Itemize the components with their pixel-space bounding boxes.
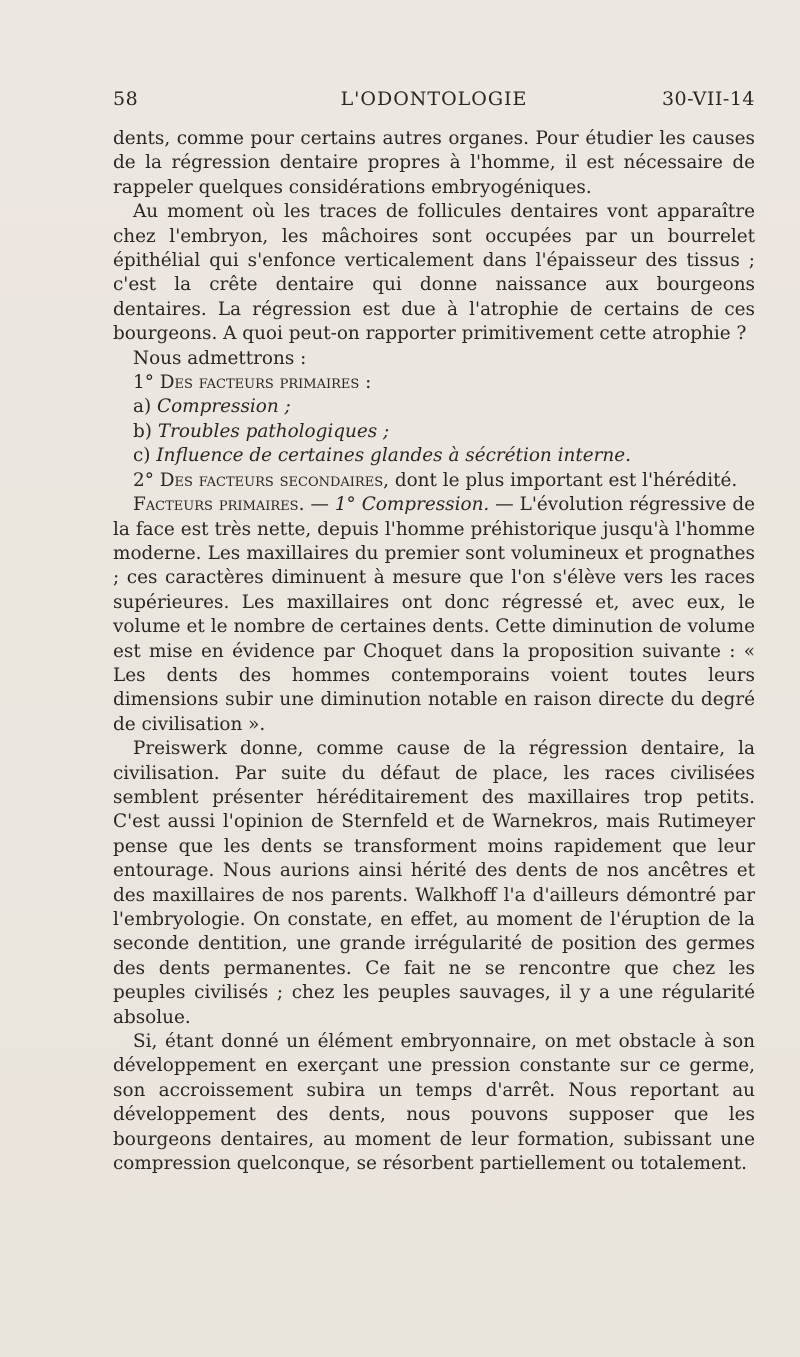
section-separator: — xyxy=(310,494,329,516)
list-text-c: Influence de certaines glandes à sécrétion interne. xyxy=(156,445,631,467)
section-subtitle: 1° Compression. xyxy=(334,494,490,516)
list-item-c xyxy=(113,444,755,468)
paragraph-admettrons: Nous admettrons : xyxy=(133,347,307,369)
list-label-a: a) xyxy=(133,396,152,418)
page-body xyxy=(113,127,755,1176)
journal-title: L'ODONTOLOGIE xyxy=(340,88,528,110)
paragraph-crete-dentaire: Au moment où les traces de follicules dentaires vont apparaître chez l'embryon, les mâchoires sont occupées par un bourrelet épithélial qui s'enfonce verticalement dans l'épaisseur des tissus ; c'est la crête dentaire qui donne naissance aux bourgeons dentaires. La régression est due à l'atrophie de certains de ces bourgeons. A quoi peut-on rapporter primitivement cette atrophie ? xyxy=(113,201,755,345)
list-heading-secondary xyxy=(113,469,755,493)
issue-date: 30-VII-14 xyxy=(661,88,755,110)
section-title: Facteurs primaires. xyxy=(133,494,305,516)
secondary-factors-heading: 2° Des facteurs secondaires, xyxy=(133,469,389,491)
list-label-c: c) xyxy=(133,445,151,467)
running-header xyxy=(113,88,755,116)
secondary-factors-text: dont le plus important est l'hérédité. xyxy=(394,469,738,491)
list-label-b: b) xyxy=(133,420,152,442)
paragraph-continuation: dents, comme pour certains autres organes. Pour étudier les causes de la régression dentaire propres à l'homme, il est nécessaire de rappeler quelques considérations embryogéniques. xyxy=(113,128,755,198)
paragraph-preiswerk: Preiswerk donne, comme cause de la régression dentaire, la civilisation. Par suite du défaut de place, les races civilisées semblent présenter héréditairement des maxillaires trop petits. C'est aussi l'opinion de Sternfeld et de Warnekros, mais Rutimeyer pense que les dents se transforment moins rapidement que leur entourage. Nous aurions ainsi hérité des dents de nos ancêtres et des maxillaires de nos parents. Walkhoff l'a d'ailleurs démontré par l'embryologie. On constate, en effet, au moment de l'éruption de la seconde dentition, une grande irrégularité de position des germes des dents permanentes. Ce fait ne se rencontre que chez les peuples civilisés ; chez les peuples sauvages, il y a une régularité absolue. xyxy=(113,738,755,1028)
list-text-a: Compression ; xyxy=(157,396,291,418)
primary-factors-heading: 1° Des facteurs primaires : xyxy=(133,372,372,394)
list-heading-primary xyxy=(113,371,755,395)
section-separator: — xyxy=(495,494,514,516)
page-number: 58 xyxy=(113,88,139,110)
paragraph-element-embryonnaire: Si, étant donné un élément embryonnaire, on met obstacle à son développement en exerçant une pression constante sur ce germe, son accroissement subira un temps d'arrêt. Nous reportant au développement des dents, nous pouvons supposer que les bourgeons dentaires, au moment de leur formation, subissant une compression quelconque, se résorbent partiellement ou totalement. xyxy=(113,1031,755,1175)
paragraph-facteurs-primaires xyxy=(113,493,755,737)
list-text-b: Troubles pathologiques ; xyxy=(157,420,390,442)
list-item-a xyxy=(113,395,755,419)
section-text: L'évolution régressive de la face est très nette, depuis l'homme préhistorique jusqu'à l'homme moderne. Les maxillaires du premier sont volumineux et prognathes ; ces caractères diminuent à mesure que l'on s'élève vers les races supérieures. Les maxillaires ont donc régressé et, avec eux, le volume et le nombre de certaines dents. Cette diminution de volume est mise en évidence par Choquet dans la proposition suivante : « Les dents des hommes contemporains voient toutes leurs dimensions subir une diminution notable en raison directe du degré de civilisation ». xyxy=(113,494,755,735)
list-item-b xyxy=(113,420,755,444)
